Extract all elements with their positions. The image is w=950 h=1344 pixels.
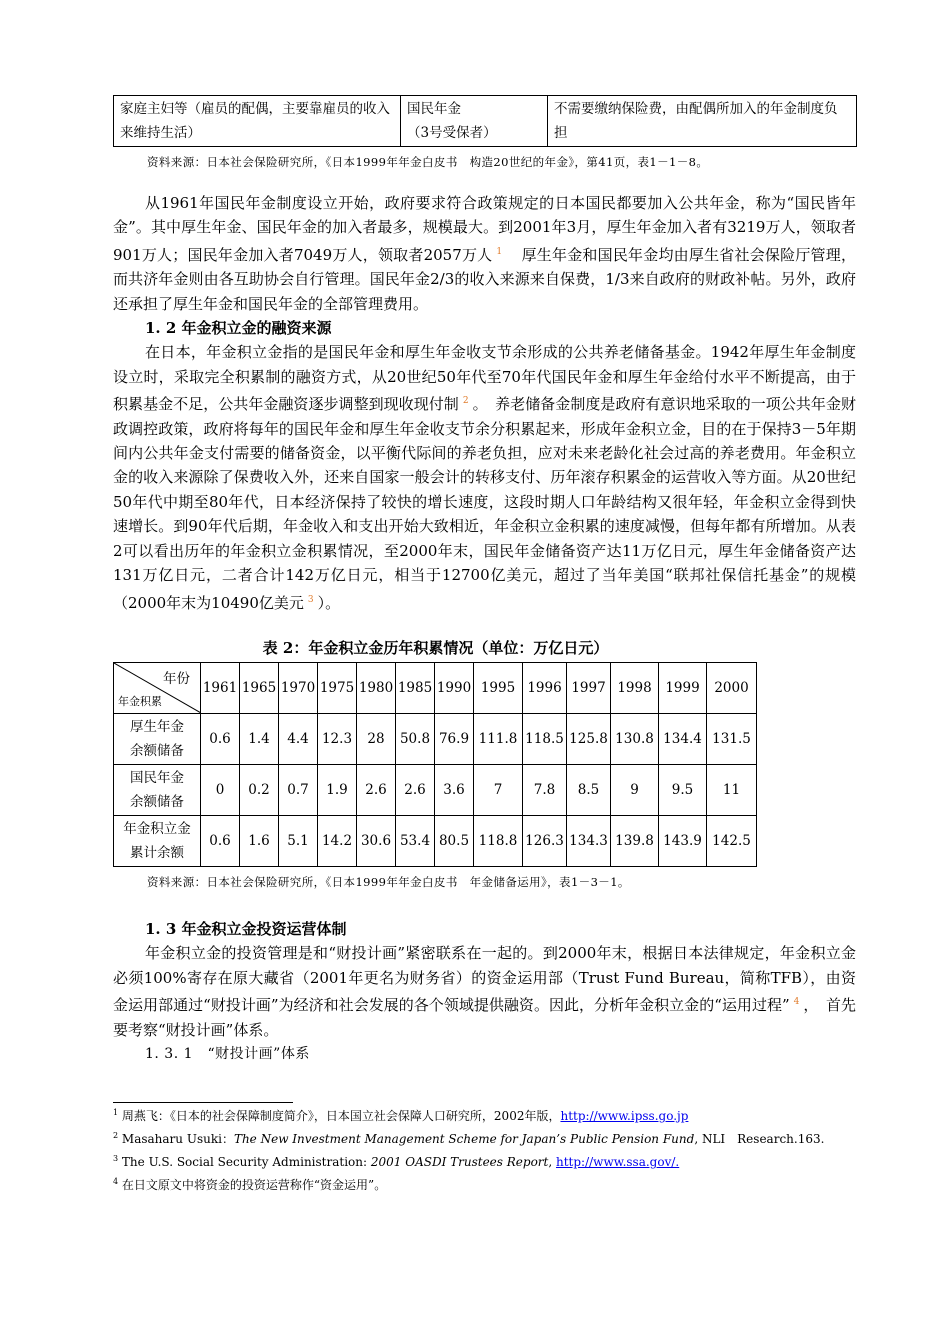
section-heading: 1. 2 年金积立金的融资来源 (145, 319, 332, 338)
footnote-ref[interactable]: 1 (496, 246, 503, 257)
paragraph-text: ， 首先要考察“财投计画”体系。 (113, 996, 856, 1039)
table-cell: 7 (474, 764, 523, 815)
table-cell: 118.5 (523, 713, 567, 764)
paragraph-text: 年金积立金的投资管理是和“财投计画”紧密联系在一起的。到2000年末，根据日本法律规定，年金积立金必须100%寄存在原大藏省（2001年更名为财务省）的资金运用部（Trust Fund Bureau，简称TFB），由资金运用部通过“财投计画”为经济和社会发展的各个领域提供融资。因此，分析年金积立金的“运用过程” (113, 944, 856, 1015)
table-cell: 30.6 (357, 815, 396, 866)
table-cell: 80.5 (435, 815, 474, 866)
year-header: 1975 (318, 662, 357, 713)
row-header-line: 年金积立金 (123, 820, 191, 837)
table-cell: 不需要缴纳保险费，由配偶所加入的年金制度负担 (548, 96, 857, 147)
row-header-line: 余额储备 (130, 793, 184, 810)
year-header: 1980 (357, 662, 396, 713)
section-heading: 1. 3 年金积立金投资运营体制 (145, 919, 347, 938)
table-cell: 14.2 (318, 815, 357, 866)
table-cell: 53.4 (396, 815, 435, 866)
table-cell: 家庭主妇等（雇员的配偶，主要靠雇员的收入来维持生活） (114, 96, 401, 147)
table-cell: 0.7 (279, 764, 318, 815)
row-header-line: 国民年金 (130, 769, 184, 786)
table-cell: 5.1 (279, 815, 318, 866)
year-header: 1997 (567, 662, 611, 713)
table-cell: 0.6 (201, 713, 240, 764)
footnote-title: The New Investment Management Scheme for Japan’s Public Pension Fund (233, 1132, 695, 1147)
table-cell: 134.3 (567, 815, 611, 866)
table-cell: 131.5 (707, 713, 757, 764)
footnote-number: 1 (113, 1108, 119, 1118)
row-header (114, 713, 201, 764)
table-cell: 11 (707, 764, 757, 815)
row-header-line: 累计余额 (130, 844, 184, 861)
footnote-text: 周燕飞：《日本的社会保障制度简介》，日本国立社会保障人口研究所，2002年版， (121, 1109, 561, 1124)
table-cell: 3.6 (435, 764, 474, 815)
table-cell: 125.8 (567, 713, 611, 764)
table-cell: 0.6 (201, 815, 240, 866)
footnote-title: 2001 OASDI Trustees Report (370, 1155, 549, 1170)
table-cell (401, 96, 548, 147)
year-header: 1965 (240, 662, 279, 713)
footnote (113, 1126, 856, 1149)
footnote-separator: , (548, 1155, 556, 1170)
row-header-line: 余额储备 (130, 742, 184, 759)
insurance-category-table (113, 95, 857, 147)
table-cell: 1.6 (240, 815, 279, 866)
footnote-link[interactable]: http://www.ipss.go.jp (560, 1109, 689, 1124)
paragraph-text: 从1961年国民年金制度设立开始，政府要求符合政策规定的日本国民都要加入公共年金，称为“国民皆年金”。其中厚生年金、国民年金的加入者最多，规模最大。到2001年3月，厚生年金加入者有3219万人，领取者901万人；国民年金加入者7049万人，领取者2057万人 (113, 194, 856, 264)
year-header: 1970 (279, 662, 318, 713)
year-header: 1998 (611, 662, 659, 713)
paragraph-text: ）。 (317, 593, 341, 612)
table-cell: 9 (611, 764, 659, 815)
table-cell: 12.3 (318, 713, 357, 764)
row-header-line: 厚生年金 (130, 718, 184, 735)
footnote (113, 1103, 856, 1126)
cell-line: （3号受保者） (407, 125, 497, 141)
table-cell: 7.8 (523, 764, 567, 815)
table-cell: 28 (357, 713, 396, 764)
footnote-ref[interactable]: 4 (793, 997, 800, 1008)
paragraph-text: 厚生年金和国民年金均由厚生省社会保险厅管理，而共济年金则由各互助协会自行管理。国民年金2/3的收入来源来自保费，1/3来自政府的财政补帖。另外，政府还承担了厚生年金和国民年金的全部管理费用。 (113, 245, 856, 313)
footnote-ref[interactable]: 2 (462, 396, 469, 407)
footnote (113, 1149, 856, 1172)
table-cell: 76.9 (435, 713, 474, 764)
table-cell: 126.3 (523, 815, 567, 866)
table-cell: 142.5 (707, 815, 757, 866)
footnote-number: 3 (113, 1154, 119, 1164)
table-cell: 1.9 (318, 764, 357, 815)
table-cell: 130.8 (611, 713, 659, 764)
year-header: 1996 (523, 662, 567, 713)
year-header: 1985 (396, 662, 435, 713)
table-cell: 8.5 (567, 764, 611, 815)
table-cell: 2.6 (357, 764, 396, 815)
table-caption: 表 2：年金积立金历年积累情况（单位：万亿日元） (262, 638, 609, 657)
paragraph (113, 340, 856, 614)
footnote-link[interactable]: http://www.ssa.gov/. (556, 1155, 680, 1170)
year-header: 2000 (707, 662, 757, 713)
table-cell: 9.5 (659, 764, 707, 815)
table-cell: 4.4 (279, 713, 318, 764)
paragraph-text: 。 养老储备金制度是政府有意识地采取的一项公共年金财政调控政策，政府将每年的国民年金和厚生年金收支节余分积累起来，形成年金积立金，目的在于保持3－5年期间内公共年金支付需要的储备资金，以平衡代际间的养老负担，应对未来老龄化社会过高的养老费用。年金积立金的收入来源除了保费收入外，还来自国家一般会计的转移支付、历年滚存积累金的运营收入等方面。从20世纪50年代中期至80年代，日本经济保持了较快的增长速度，这段时期人口年龄结构又很年轻，年金积立金得到快速增长。到90年代后期，年金收入和支出开始大致相近，年金积立金积累的速度减慢，但每年都有所增加。从表2可以看出历年的年金积立金积累情况，至2000年末，国民年金储备资产达11万亿日元，厚生年金储备资产达131万亿日元，二者合计142万亿日元，相当于12700亿美元，超过了当年美国“联邦社保信托基金”的规模（2000年末为10490亿美元 (113, 395, 856, 612)
table-cell: 0.2 (240, 764, 279, 815)
table-row (114, 764, 757, 815)
year-header: 1995 (474, 662, 523, 713)
footnote-text: 在日文原文中将资金的投资运营称作“资金运用”。 (121, 1178, 387, 1193)
table-cell: 0 (201, 764, 240, 815)
year-header: 1961 (201, 662, 240, 713)
table-cell: 118.8 (474, 815, 523, 866)
table-cell: 134.4 (659, 713, 707, 764)
table-cell: 111.8 (474, 713, 523, 764)
paragraph (113, 941, 856, 1042)
table-header-row (114, 662, 757, 713)
document-page (113, 95, 856, 1195)
source-note: 资料来源：日本社会保险研究所，《日本1999年年金白皮书 年金储备运用》，表1－3－1。 (147, 874, 630, 889)
source-note: 资料来源：日本社会保险研究所，《日本1999年年金白皮书 构造20世纪的年金》，第41页，表1－1－8。 (147, 155, 709, 169)
paragraph-text: 在日本，年金积立金指的是国民年金和厚生年金收支节余形成的公共养老储备基金。1942年厚生年金制度设立时，采取完全积累制的融资方式，从20世纪50年代至70年代国民年金和厚生年金给付水平不断提高，由于积累基金不足，公共年金融资逐步调整到现收现付制 (113, 343, 856, 414)
footnote-number: 4 (113, 1177, 119, 1187)
footnote-text: , NLI Research.163. (694, 1132, 825, 1147)
footnote (113, 1172, 856, 1195)
paragraph (113, 191, 856, 316)
table-row (114, 815, 757, 866)
corner-header-cell (114, 662, 201, 713)
table-cell: 50.8 (396, 713, 435, 764)
table-cell: 2.6 (396, 764, 435, 815)
table-cell: 143.9 (659, 815, 707, 866)
row-header (114, 815, 201, 866)
footnote-author: Masaharu Usuki： (121, 1132, 234, 1147)
accumulation-table (113, 662, 757, 867)
row-header (114, 764, 201, 815)
corner-amount-label: 年金积累 (118, 694, 162, 708)
year-header: 1990 (435, 662, 474, 713)
subsection-heading: 1. 3. 1 “财投计画”体系 (145, 1045, 310, 1062)
table-row (114, 96, 857, 147)
cell-line: 国民年金 (407, 101, 461, 117)
corner-year-label: 年份 (163, 670, 190, 687)
footnote-author: The U.S. Social Security Administration: (121, 1155, 371, 1170)
footnote-ref[interactable]: 3 (307, 594, 314, 605)
table-cell: 1.4 (240, 713, 279, 764)
table-cell: 139.8 (611, 815, 659, 866)
footnote-number: 2 (113, 1131, 119, 1141)
year-header: 1999 (659, 662, 707, 713)
table-row (114, 713, 757, 764)
